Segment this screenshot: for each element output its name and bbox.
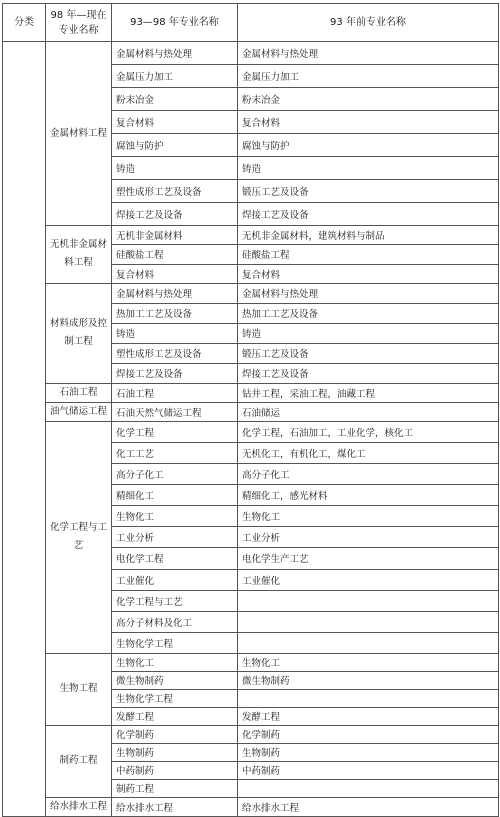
major-93-98-cell: 精细化工 <box>112 485 238 506</box>
header-category: 分类 <box>3 4 46 42</box>
major-group-cell: 生物工程 <box>46 653 112 725</box>
major-93-98-cell: 焊接工艺及设备 <box>112 363 238 383</box>
table-row <box>3 797 499 816</box>
major-pre-93-cell: 锻压工艺及设备 <box>238 343 499 363</box>
major-pre-93-cell: 金属材料与热处理 <box>238 283 499 303</box>
major-93-98-cell: 复合材料 <box>112 264 238 283</box>
major-93-98-cell: 粉末冶金 <box>112 88 238 111</box>
header-row <box>3 4 499 42</box>
major-93-98-cell: 化工工艺 <box>112 443 238 464</box>
major-pre-93-cell: 微生物制药 <box>238 671 499 689</box>
major-pre-93-cell: 复合材料 <box>238 264 499 283</box>
major-pre-93-cell: 硅酸盐工程 <box>238 245 499 264</box>
major-pre-93-cell: 焊接工艺及设备 <box>238 363 499 383</box>
major-93-98-cell: 金属材料与热处理 <box>112 283 238 303</box>
major-93-98-cell: 制药工程 <box>112 779 238 797</box>
major-93-98-cell: 塑性成形工艺及设备 <box>112 343 238 363</box>
table-row <box>3 283 499 303</box>
header-pre-93-major: 93 年前专业名称 <box>238 4 499 42</box>
major-93-98-cell: 化学工程与工艺 <box>112 590 238 611</box>
major-pre-93-cell: 生物化工 <box>238 653 499 671</box>
major-93-98-cell: 电化学工程 <box>112 548 238 569</box>
major-93-98-cell: 微生物制药 <box>112 671 238 689</box>
major-pre-93-cell: 锻压工艺及设备 <box>238 180 499 203</box>
major-93-98-cell: 高分子材料及化工 <box>112 611 238 632</box>
major-pre-93-cell: 化学制药 <box>238 725 499 743</box>
major-pre-93-cell: 钻井工程，采油工程，油藏工程 <box>238 383 499 402</box>
major-pre-93-cell: 无机非金属材料，建筑材料与制品 <box>238 226 499 245</box>
major-93-98-cell: 工业分析 <box>112 527 238 548</box>
major-93-98-cell: 金属材料与热处理 <box>112 42 238 65</box>
major-group-cell: 材料成形及控制工程 <box>46 283 112 383</box>
major-93-98-cell: 热加工工艺及设备 <box>112 303 238 323</box>
major-pre-93-cell: 金属压力加工 <box>238 65 499 88</box>
major-group-cell: 金属材料工程 <box>46 42 112 226</box>
major-93-98-cell: 塑性成形工艺及设备 <box>112 180 238 203</box>
major-93-98-cell: 化学制药 <box>112 725 238 743</box>
major-pre-93-cell: 无机化工，有机化工，煤化工 <box>238 443 499 464</box>
major-group-cell: 石油工程 <box>46 383 112 402</box>
table-row <box>3 421 499 442</box>
major-names-table <box>2 3 499 817</box>
major-group-cell: 制药工程 <box>46 725 112 797</box>
table-row <box>3 383 499 402</box>
major-93-98-cell: 高分子化工 <box>112 464 238 485</box>
major-93-98-cell: 复合材料 <box>112 111 238 134</box>
major-pre-93-cell: 电化学生产工艺 <box>238 548 499 569</box>
major-group-cell: 给水排水工程 <box>46 797 112 816</box>
table-row <box>3 725 499 743</box>
major-93-98-cell: 生物化学工程 <box>112 689 238 707</box>
major-pre-93-cell: 石油储运 <box>238 402 499 421</box>
major-pre-93-cell: 铸造 <box>238 323 499 343</box>
major-group-cell: 油气储运工程 <box>46 402 112 421</box>
major-pre-93-cell <box>238 689 499 707</box>
major-pre-93-cell: 给水排水工程 <box>238 797 499 816</box>
major-pre-93-cell: 粉末冶金 <box>238 88 499 111</box>
major-pre-93-cell <box>238 632 499 653</box>
major-93-98-cell: 焊接工艺及设备 <box>112 203 238 226</box>
major-93-98-cell: 给水排水工程 <box>112 797 238 816</box>
table-row <box>3 402 499 421</box>
major-pre-93-cell: 复合材料 <box>238 111 499 134</box>
major-group-cell: 化学工程与工艺 <box>46 421 112 653</box>
major-pre-93-cell: 腐蚀与防护 <box>238 134 499 157</box>
major-pre-93-cell <box>238 611 499 632</box>
table-row <box>3 42 499 65</box>
major-93-98-cell: 铸造 <box>112 323 238 343</box>
major-pre-93-cell: 工业分析 <box>238 527 499 548</box>
major-pre-93-cell: 精细化工，感光材料 <box>238 485 499 506</box>
major-pre-93-cell: 生物化工 <box>238 506 499 527</box>
major-group-cell: 无机非金属材料工程 <box>46 226 112 284</box>
major-pre-93-cell: 生物制药 <box>238 743 499 761</box>
major-pre-93-cell: 焊接工艺及设备 <box>238 203 499 226</box>
table-row <box>3 226 499 245</box>
major-93-98-cell: 铸造 <box>112 157 238 180</box>
major-93-98-cell: 生物化学工程 <box>112 632 238 653</box>
major-pre-93-cell: 化学工程，石油加工，工业化学，核化工 <box>238 421 499 442</box>
major-pre-93-cell: 铸造 <box>238 157 499 180</box>
category-cell <box>3 42 46 817</box>
major-pre-93-cell: 中药制药 <box>238 761 499 779</box>
major-93-98-cell: 中药制药 <box>112 761 238 779</box>
major-pre-93-cell: 高分子化工 <box>238 464 499 485</box>
header-current-major: 98 年—现在专业名称 <box>46 4 112 42</box>
major-93-98-cell: 生物化工 <box>112 653 238 671</box>
major-93-98-cell: 硅酸盐工程 <box>112 245 238 264</box>
major-93-98-cell: 石油天然气储运工程 <box>112 402 238 421</box>
major-pre-93-cell: 金属材料与热处理 <box>238 42 499 65</box>
major-93-98-cell: 化学工程 <box>112 421 238 442</box>
table-body <box>3 42 499 817</box>
major-93-98-cell: 工业催化 <box>112 569 238 590</box>
major-pre-93-cell: 工业催化 <box>238 569 499 590</box>
major-pre-93-cell: 发酵工程 <box>238 707 499 725</box>
major-93-98-cell: 金属压力加工 <box>112 65 238 88</box>
header-93-98-major: 93—98 年专业名称 <box>112 4 238 42</box>
major-93-98-cell: 腐蚀与防护 <box>112 134 238 157</box>
major-pre-93-cell <box>238 779 499 797</box>
major-93-98-cell: 生物化工 <box>112 506 238 527</box>
major-93-98-cell: 无机非金属材料 <box>112 226 238 245</box>
major-93-98-cell: 发酵工程 <box>112 707 238 725</box>
major-pre-93-cell <box>238 590 499 611</box>
major-93-98-cell: 生物制药 <box>112 743 238 761</box>
table-row <box>3 653 499 671</box>
major-93-98-cell: 石油工程 <box>112 383 238 402</box>
major-pre-93-cell: 热加工工艺及设备 <box>238 303 499 323</box>
